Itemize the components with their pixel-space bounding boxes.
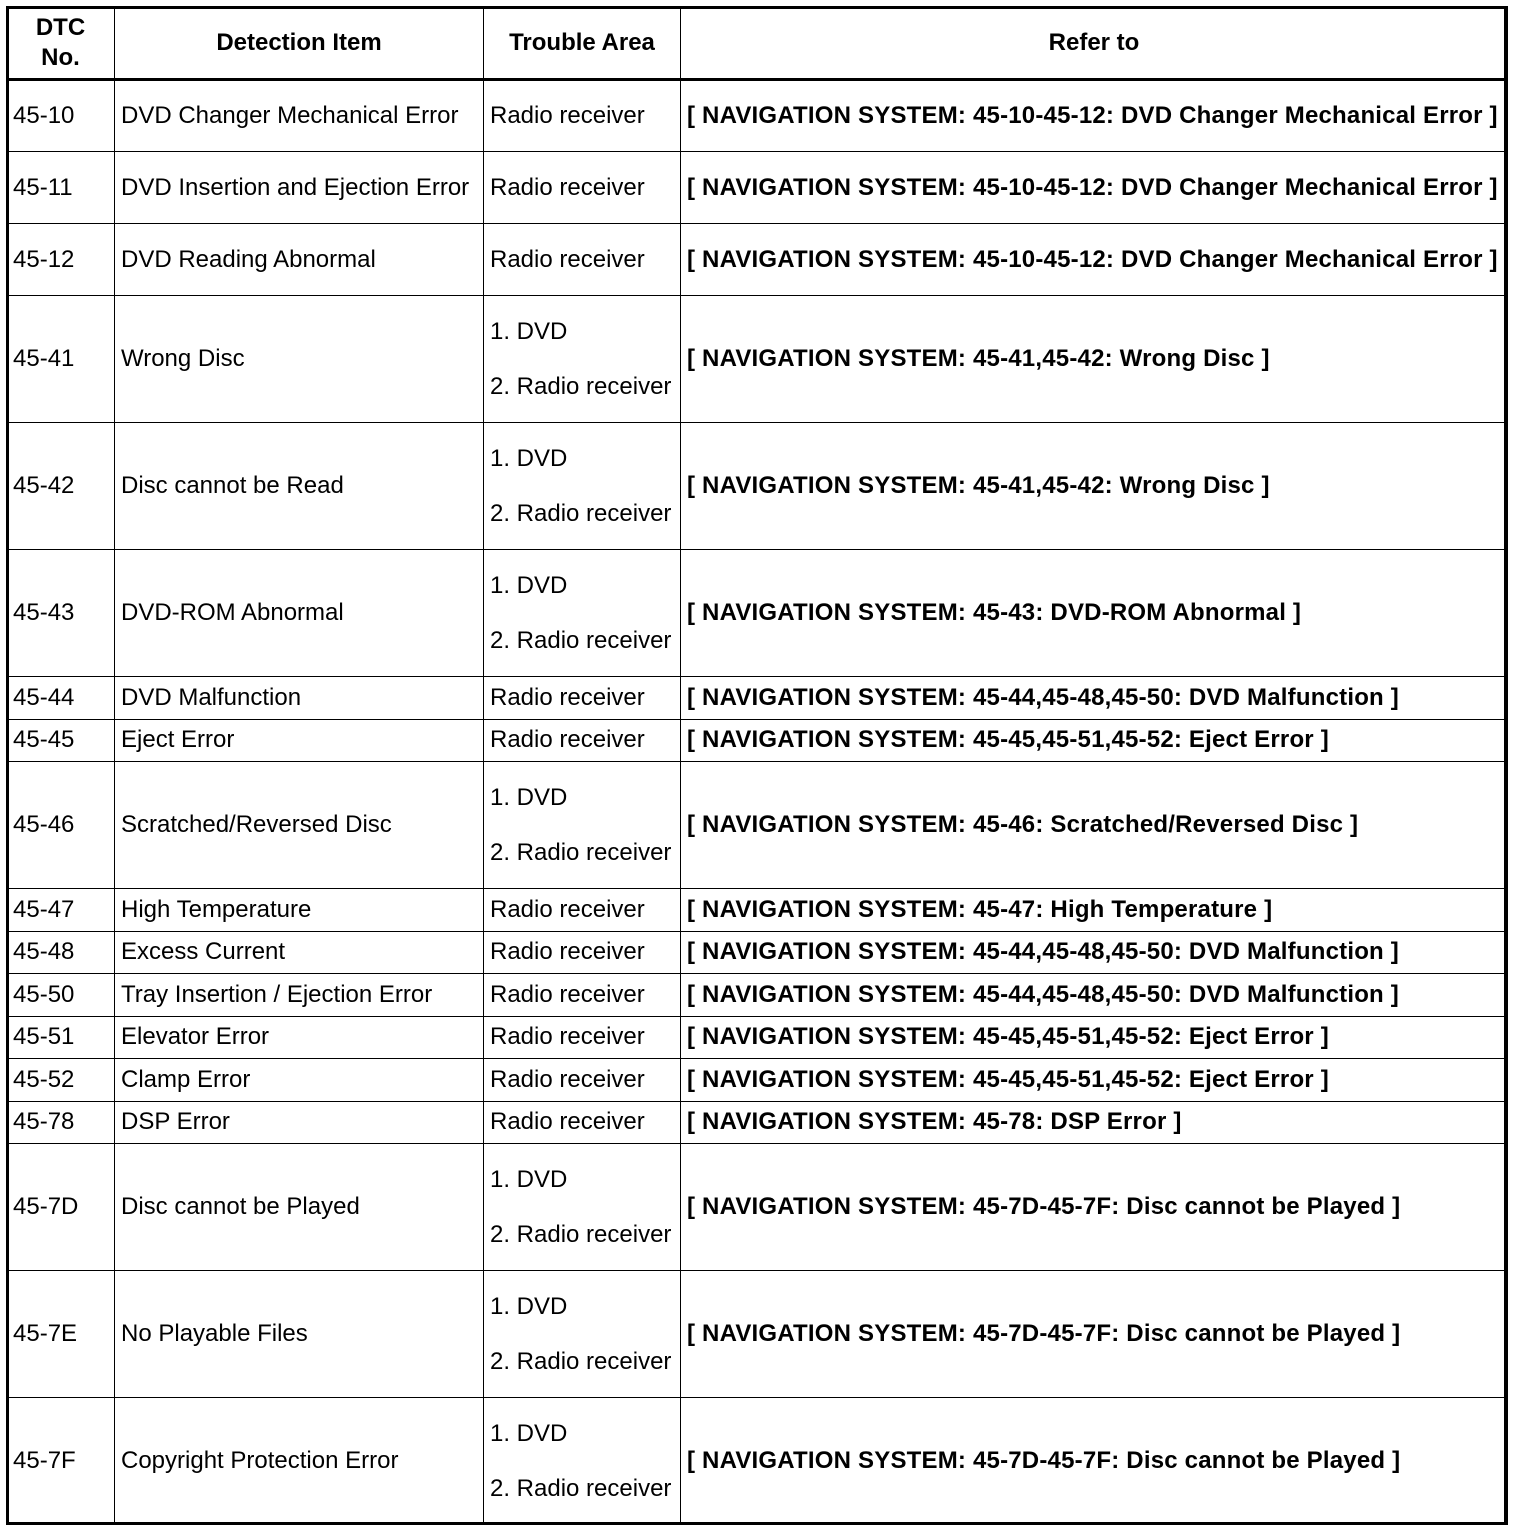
dtc-number-cell: 45-45	[7, 719, 115, 762]
refer-to-link[interactable]: [ NAVIGATION SYSTEM: 45-7D-45-7F: Disc cannot be Played ]	[681, 1144, 1508, 1271]
dtc-number-cell: 45-48	[7, 931, 115, 974]
refer-to-link[interactable]: [ NAVIGATION SYSTEM: 45-7D-45-7F: Disc cannot be Played ]	[681, 1271, 1508, 1398]
dtc-number-cell: 45-44	[7, 677, 115, 720]
trouble-area-entry: 2. Radio receiver	[490, 1347, 672, 1375]
table-frame	[6, 6, 1507, 1525]
trouble-area-entry: 1. DVD	[490, 1165, 568, 1193]
detection-item-cell: No Playable Files	[115, 1271, 484, 1398]
detection-item-cell: High Temperature	[115, 889, 484, 932]
detection-item-cell: Scratched/Reversed Disc	[115, 762, 484, 889]
trouble-area-entry: Radio receiver	[490, 173, 645, 201]
trouble-area-entry: 1. DVD	[490, 317, 568, 345]
dtc-number-cell: 45-7D	[7, 1144, 115, 1271]
dtc-number-cell: 45-7E	[7, 1271, 115, 1398]
trouble-area-entry: Radio receiver	[490, 683, 645, 711]
header-trouble-area: Trouble Area	[484, 7, 681, 80]
refer-to-link[interactable]: [ NAVIGATION SYSTEM: 45-47: High Temperature ]	[681, 889, 1508, 932]
dtc-number-cell: 45-46	[7, 762, 115, 889]
dtc-number-cell: 45-50	[7, 974, 115, 1017]
refer-to-link[interactable]: [ NAVIGATION SYSTEM: 45-45,45-51,45-52: Eject Error ]	[681, 719, 1508, 762]
trouble-area-entry: Radio receiver	[490, 895, 645, 923]
detection-item-cell: Clamp Error	[115, 1059, 484, 1102]
refer-to-link[interactable]: [ NAVIGATION SYSTEM: 45-44,45-48,45-50: DVD Malfunction ]	[681, 931, 1508, 974]
refer-to-link[interactable]: [ NAVIGATION SYSTEM: 45-46: Scratched/Reversed Disc ]	[681, 762, 1508, 889]
refer-to-link[interactable]: [ NAVIGATION SYSTEM: 45-41,45-42: Wrong Disc ]	[681, 296, 1508, 423]
refer-to-link[interactable]: [ NAVIGATION SYSTEM: 45-45,45-51,45-52: Eject Error ]	[681, 1016, 1508, 1059]
refer-to-link[interactable]: [ NAVIGATION SYSTEM: 45-10-45-12: DVD Changer Mechanical Error ]	[681, 224, 1508, 296]
trouble-area-entry: Radio receiver	[490, 938, 645, 966]
trouble-area-entry: Radio receiver	[490, 245, 645, 273]
trouble-area-entry: Radio receiver	[490, 102, 645, 129]
trouble-area-entry: 1. DVD	[490, 444, 568, 472]
detection-item-cell: Disc cannot be Read	[115, 423, 484, 550]
dtc-number-cell: 45-41	[7, 296, 115, 423]
detection-item-cell: Copyright Protection Error	[115, 1398, 484, 1525]
refer-to-link[interactable]: [ NAVIGATION SYSTEM: 45-7D-45-7F: Disc cannot be Played ]	[681, 1398, 1508, 1525]
detection-item-cell: DVD Insertion and Ejection Error	[115, 152, 484, 224]
refer-to-link[interactable]: [ NAVIGATION SYSTEM: 45-78: DSP Error ]	[681, 1101, 1508, 1144]
detection-item-cell: Excess Current	[115, 931, 484, 974]
dtc-number-cell: 45-42	[7, 423, 115, 550]
header-dtc-no: DTC No.	[7, 7, 115, 80]
detection-item-cell: Wrong Disc	[115, 296, 484, 423]
dtc-number-cell: 45-43	[7, 550, 115, 677]
trouble-area-entry: Radio receiver	[490, 980, 645, 1008]
detection-item-cell: Elevator Error	[115, 1016, 484, 1059]
detection-item-cell: DVD Reading Abnormal	[115, 224, 484, 296]
trouble-area-entry: 1. DVD	[490, 571, 568, 599]
header-refer-to: Refer to	[681, 7, 1508, 80]
refer-to-link[interactable]: [ NAVIGATION SYSTEM: 45-10-45-12: DVD Changer Mechanical Error ]	[681, 152, 1508, 224]
refer-to-link[interactable]: [ NAVIGATION SYSTEM: 45-45,45-51,45-52: Eject Error ]	[681, 1059, 1508, 1102]
dtc-number-cell: 45-11	[7, 152, 115, 224]
dtc-number-cell: 45-78	[7, 1101, 115, 1144]
dtc-number-cell: 45-47	[7, 889, 115, 932]
trouble-area-entry: 2. Radio receiver	[490, 626, 672, 654]
refer-to-link[interactable]: [ NAVIGATION SYSTEM: 45-41,45-42: Wrong Disc ]	[681, 423, 1508, 550]
dtc-number-cell: 45-10	[7, 80, 115, 152]
detection-item-cell: Tray Insertion / Ejection Error	[115, 974, 484, 1017]
trouble-area-entry: 2. Radio receiver	[490, 1220, 672, 1248]
trouble-area-entry: 2. Radio receiver	[490, 1474, 672, 1502]
refer-to-link[interactable]: [ NAVIGATION SYSTEM: 45-43: DVD-ROM Abnormal ]	[681, 550, 1508, 677]
detection-item-cell: DVD Malfunction	[115, 677, 484, 720]
trouble-area-entry: Radio receiver	[490, 1065, 645, 1093]
refer-to-link[interactable]: [ NAVIGATION SYSTEM: 45-44,45-48,45-50: DVD Malfunction ]	[681, 974, 1508, 1017]
trouble-area-entry: Radio receiver	[490, 1108, 645, 1136]
detection-item-cell: DVD Changer Mechanical Error	[115, 80, 484, 152]
trouble-area-entry: 1. DVD	[490, 1419, 568, 1447]
dtc-number-cell: 45-7F	[7, 1398, 115, 1525]
trouble-area-entry: 2. Radio receiver	[490, 838, 672, 866]
trouble-area-entry: 1. DVD	[490, 1292, 568, 1320]
dtc-number-cell: 45-12	[7, 224, 115, 296]
trouble-area-entry: 1. DVD	[490, 783, 568, 811]
detection-item-cell: DSP Error	[115, 1101, 484, 1144]
detection-item-cell: Eject Error	[115, 719, 484, 762]
dtc-number-cell: 45-51	[7, 1016, 115, 1059]
header-detection-item: Detection Item	[115, 7, 484, 80]
detection-item-cell: DVD-ROM Abnormal	[115, 550, 484, 677]
trouble-area-entry: Radio receiver	[490, 726, 645, 754]
detection-item-cell: Disc cannot be Played	[115, 1144, 484, 1271]
refer-to-link[interactable]: [ NAVIGATION SYSTEM: 45-10-45-12: DVD Changer Mechanical Error ]	[681, 80, 1508, 152]
trouble-area-entry: 2. Radio receiver	[490, 372, 672, 400]
trouble-area-entry: 2. Radio receiver	[490, 499, 672, 527]
refer-to-link[interactable]: [ NAVIGATION SYSTEM: 45-44,45-48,45-50: DVD Malfunction ]	[681, 677, 1508, 720]
trouble-area-entry: Radio receiver	[490, 1023, 645, 1051]
dtc-number-cell: 45-52	[7, 1059, 115, 1102]
